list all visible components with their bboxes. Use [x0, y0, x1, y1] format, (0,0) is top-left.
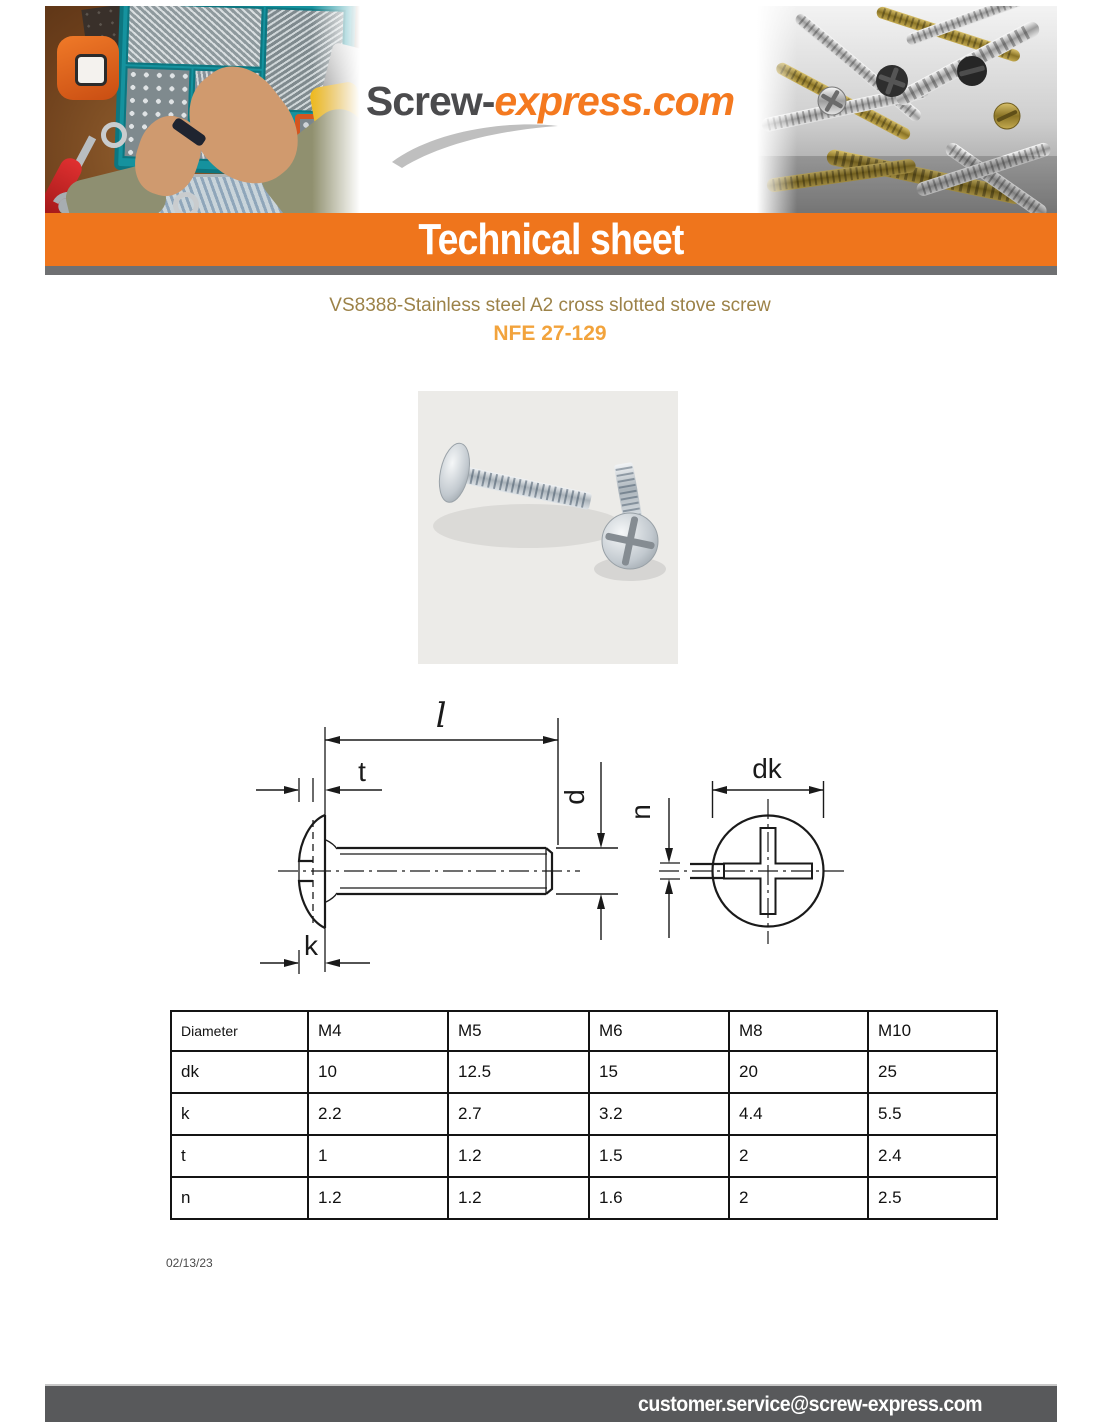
header-photo-right [757, 6, 1057, 213]
cell: 1 [308, 1135, 448, 1177]
tape-measure-window [75, 54, 107, 86]
dim-label-t: t [358, 756, 366, 787]
arrowhead-icon [325, 786, 340, 794]
row-label: t [171, 1135, 308, 1177]
cell: 2.5 [868, 1177, 997, 1219]
col-header-m6: M6 [589, 1011, 729, 1051]
logo-text-gray: Screw- [365, 78, 495, 124]
photo-fade [312, 6, 360, 213]
cell: 2 [729, 1177, 868, 1219]
dim-label-d: d [559, 789, 590, 805]
screw-compartment [126, 6, 264, 69]
arrowhead-icon [284, 786, 299, 794]
logo-text-orange: express.com [494, 78, 735, 124]
cell: 1.2 [448, 1135, 589, 1177]
cell: 5.5 [868, 1093, 997, 1135]
cell: 2 [729, 1135, 868, 1177]
photo-shadow [757, 156, 1057, 213]
cell: 1.2 [448, 1177, 589, 1219]
dim-label-n: n [625, 804, 656, 820]
arrowhead-icon [284, 959, 299, 967]
dim-label-k: k [304, 930, 318, 961]
cell: 3.2 [589, 1093, 729, 1135]
arrowhead-icon [665, 848, 673, 863]
row-label: dk [171, 1051, 308, 1093]
cell: 1.2 [308, 1177, 448, 1219]
cell: 2.4 [868, 1135, 997, 1177]
table-row [171, 1177, 997, 1219]
banner-title: Technical sheet [418, 214, 684, 264]
banner [45, 213, 1057, 266]
banner-divider [45, 266, 1057, 275]
photo-fade [757, 6, 797, 213]
cell: 2.2 [308, 1093, 448, 1135]
neck-fillet-top [326, 840, 337, 849]
cell: 25 [868, 1051, 997, 1093]
row-label: k [171, 1093, 308, 1135]
head-dome-lower [299, 881, 325, 928]
col-header-m8: M8 [729, 1011, 868, 1051]
dimension-table [170, 1010, 998, 1220]
cell: 12.5 [448, 1051, 589, 1093]
col-header-m10: M10 [868, 1011, 997, 1051]
footer-bar [45, 1384, 1057, 1422]
cell: 2.7 [448, 1093, 589, 1135]
screw-product-illustration [418, 391, 678, 664]
washer [101, 122, 127, 148]
arrowhead-icon [543, 736, 558, 744]
head-dome-upper [299, 815, 325, 861]
cell: 15 [589, 1051, 729, 1093]
col-header-m4: M4 [308, 1011, 448, 1051]
product-title: VS8388-Stainless steel A2 cross slotted stove screw [329, 295, 771, 316]
dim-label-dk: dk [752, 753, 782, 784]
tape-measure [57, 36, 119, 100]
cell: 1.5 [589, 1135, 729, 1177]
arrowhead-icon [597, 833, 605, 848]
cell: 1.6 [589, 1177, 729, 1219]
arrowhead-icon [325, 959, 340, 967]
product-standard: NFE 27-129 [493, 322, 607, 345]
dim-label-l: l [435, 696, 447, 736]
dimension-diagram [0, 680, 1100, 1010]
table-header-row [171, 1011, 997, 1051]
arrowhead-icon [325, 736, 340, 744]
arrowhead-icon [665, 879, 673, 894]
table-row [171, 1093, 997, 1135]
washer [173, 192, 199, 213]
table-row [171, 1135, 997, 1177]
cell: 10 [308, 1051, 448, 1093]
product-photo [418, 391, 678, 664]
arrowhead-icon [713, 786, 728, 794]
revision-date: 02/13/23 [166, 1256, 213, 1270]
contact-email: customer.service@screw-express.com [637, 1393, 983, 1416]
row-label: n [171, 1177, 308, 1219]
logo-swoosh-icon [380, 112, 600, 172]
col-header-m5: M5 [448, 1011, 589, 1051]
table-row [171, 1051, 997, 1093]
arrowhead-icon [809, 786, 824, 794]
cell: 20 [729, 1051, 868, 1093]
neck-fillet-bottom [326, 893, 337, 902]
cell: 4.4 [729, 1093, 868, 1135]
col-header-diameter: Diameter [171, 1011, 308, 1051]
screw-pile-illustration [757, 6, 1057, 213]
header-photo-left [45, 6, 360, 213]
